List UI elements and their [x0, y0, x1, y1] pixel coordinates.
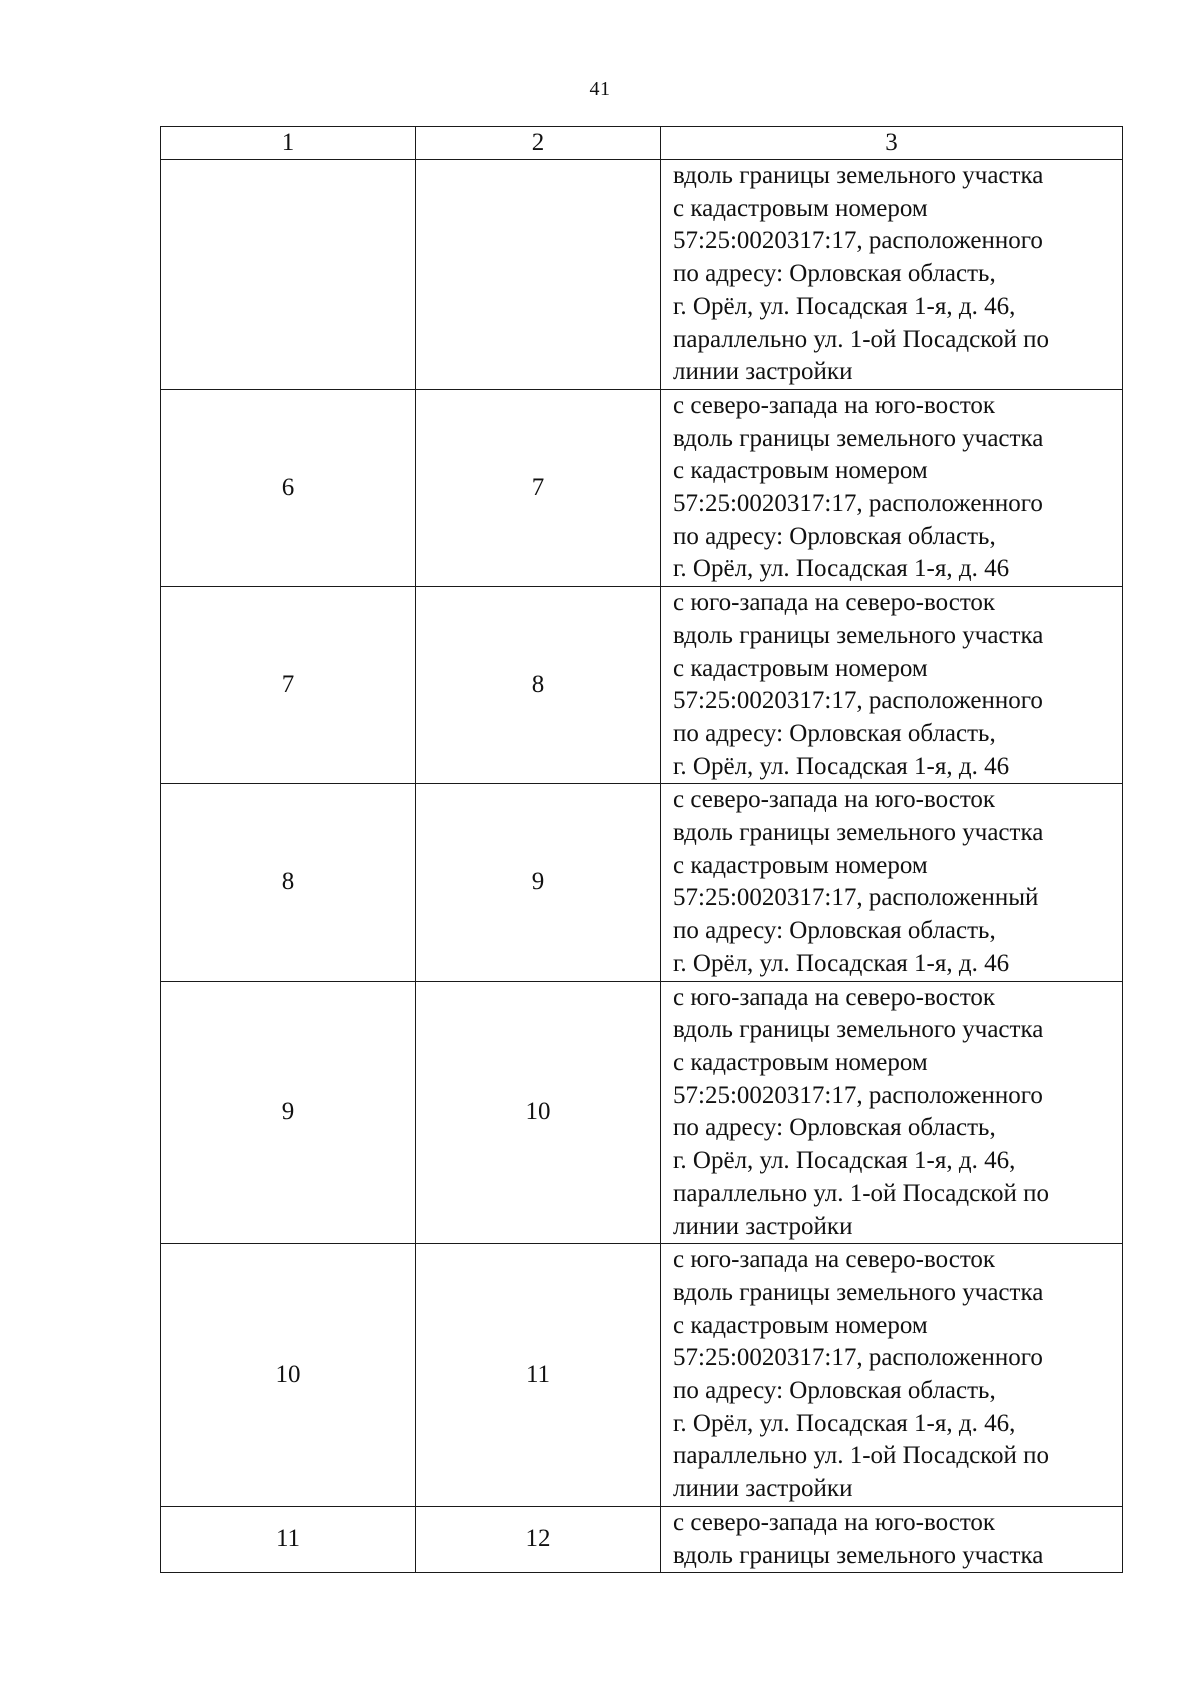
point-from-cell: 7	[161, 587, 416, 784]
header-cell-3: 3	[661, 127, 1123, 160]
point-to-cell: 12	[416, 1506, 661, 1572]
description-cell: с северо-запада на юго-восток вдоль границы земельного участка	[661, 1506, 1123, 1572]
point-from-cell: 6	[161, 389, 416, 586]
table-row	[161, 1506, 1123, 1572]
point-to-cell: 8	[416, 587, 661, 784]
point-from-cell: 10	[161, 1244, 416, 1507]
table-row	[161, 784, 1123, 981]
point-to-cell: 10	[416, 981, 661, 1244]
point-from-cell: 11	[161, 1506, 416, 1572]
boundary-table	[160, 126, 1123, 1573]
description-cell: с юго-запада на северо-восток вдоль границы земельного участка с кадастровым номером 57:25:0020317:17, расположенного по адресу: Орловская область, г. Орёл, ул. Посадская 1-я, д. 46, параллельно ул. 1-ой Посадской по линии застройки	[661, 981, 1123, 1244]
point-to-cell: 7	[416, 389, 661, 586]
point-from-cell: 8	[161, 784, 416, 981]
description-cell: с юго-запада на северо-восток вдоль границы земельного участка с кадастровым номером 57:25:0020317:17, расположенного по адресу: Орловская область, г. Орёл, ул. Посадская 1-я, д. 46, параллельно ул. 1-ой Посадской по линии застройки	[661, 1244, 1123, 1507]
point-to-cell	[416, 160, 661, 390]
table-row	[161, 389, 1123, 586]
point-from-cell: 9	[161, 981, 416, 1244]
table-header-row	[161, 127, 1123, 160]
header-cell-1: 1	[161, 127, 416, 160]
table-row	[161, 587, 1123, 784]
description-cell: вдоль границы земельного участка с кадастровым номером 57:25:0020317:17, расположенного по адресу: Орловская область, г. Орёл, ул. Посадская 1-я, д. 46, параллельно ул. 1-ой Посадской по линии застройки	[661, 160, 1123, 390]
table-row	[161, 1244, 1123, 1507]
description-cell: с северо-запада на юго-восток вдоль границы земельного участка с кадастровым номером 57:25:0020317:17, расположенного по адресу: Орловская область, г. Орёл, ул. Посадская 1-я, д. 46	[661, 389, 1123, 586]
table-row	[161, 160, 1123, 390]
point-to-cell: 9	[416, 784, 661, 981]
page-number: 41	[589, 78, 611, 100]
header-cell-2: 2	[416, 127, 661, 160]
description-cell: с северо-запада на юго-восток вдоль границы земельного участка с кадастровым номером 57:25:0020317:17, расположенный по адресу: Орловская область, г. Орёл, ул. Посадская 1-я, д. 46	[661, 784, 1123, 981]
point-from-cell	[161, 160, 416, 390]
point-to-cell: 11	[416, 1244, 661, 1507]
table-row	[161, 981, 1123, 1244]
description-cell: с юго-запада на северо-восток вдоль границы земельного участка с кадастровым номером 57:25:0020317:17, расположенного по адресу: Орловская область, г. Орёл, ул. Посадская 1-я, д. 46	[661, 587, 1123, 784]
